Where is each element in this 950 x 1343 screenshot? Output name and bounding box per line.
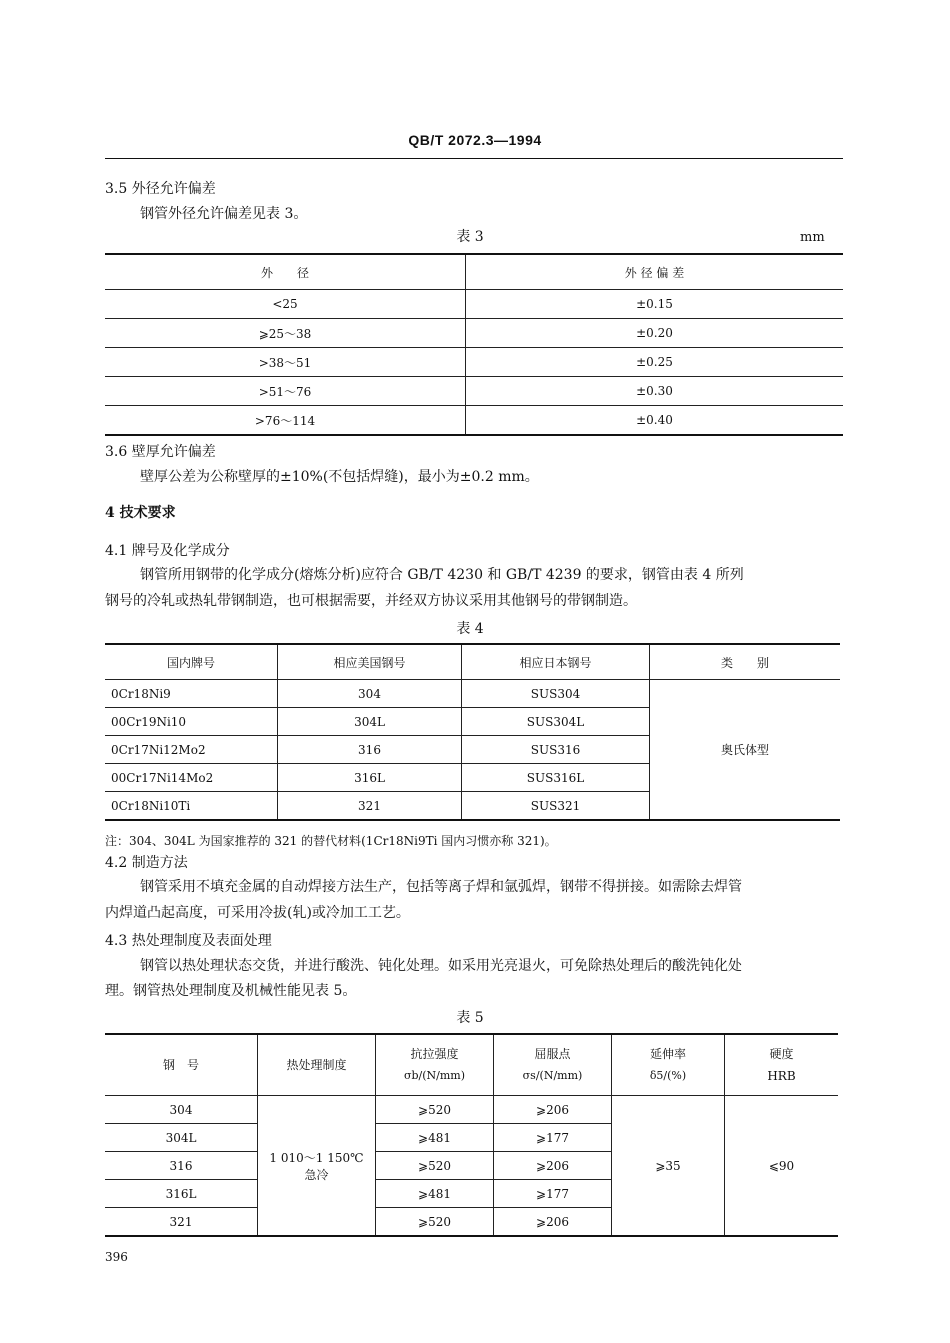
table-cell: ⩾520: [376, 1152, 494, 1180]
table-5-col-yield: [494, 1034, 612, 1096]
table-cell: ⩾481: [376, 1124, 494, 1152]
section-4-1-text-1: 钢管所用钢带的化学成分(熔炼分析)应符合 GB/T 4230 和 GB/T 4239 的要求，钢管由表 4 所列: [140, 567, 744, 583]
table-cell: ±0.15: [466, 290, 844, 319]
section-4-3-text-1: 钢管以热处理状态交货，并进行酸洗、钝化处理。如采用光亮退火，可免除热处理后的酸洗钝化处: [140, 958, 742, 974]
table-cell: SUS321: [462, 792, 650, 821]
table-5-col-tensile-name: 抗拉强度: [410, 1047, 459, 1061]
table-row: >76～114: [105, 406, 466, 436]
table-cell: SUS304L: [462, 708, 650, 736]
table-5-heat-temp: 1 010～1 150℃: [269, 1150, 364, 1165]
table-cell: ±0.40: [636, 413, 673, 427]
table-row: 316L: [105, 1180, 258, 1208]
table-cell: ⩾520: [376, 1208, 494, 1237]
table-5-hardness: ⩽90: [725, 1096, 839, 1237]
table-row: 0Cr18Ni9: [105, 680, 278, 708]
table-5-col-steel: 钢 号: [105, 1034, 258, 1096]
table-5-caption: 表 5: [456, 1010, 484, 1026]
table-cell: ±0.30: [466, 377, 844, 406]
table-row: 00Cr17Ni14Mo2: [105, 764, 278, 792]
table-row: <25: [105, 290, 466, 319]
table-5-col-tensile-unit: σb/(N/mm): [403, 1069, 466, 1082]
table-cell: ±0.20: [466, 319, 844, 348]
table-5-col-heat: 热处理制度: [258, 1034, 376, 1096]
section-4-2-text-1: 钢管采用不填充金属的自动焊接方法生产，包括等离子焊和氩弧焊，钢带不得拼接。如需除去焊管: [140, 879, 742, 895]
table-row: 304L: [105, 1124, 258, 1152]
table-3-unit: mm: [800, 230, 825, 245]
table-cell: ±0.25: [466, 348, 844, 377]
table-cell: 321: [278, 792, 462, 821]
section-4-2-heading: 4.2 制造方法: [105, 855, 188, 871]
table-5-col-elongation-unit: δ5/(%): [649, 1069, 687, 1082]
table-cell: ⩾206: [494, 1152, 612, 1180]
table-cell: ⩾206: [494, 1096, 612, 1124]
section-4-2-text-2: 内焊道凸起高度，可采用冷拔(轧)或冷加工工艺。: [105, 905, 410, 921]
table-5-col-hardness: [725, 1034, 839, 1096]
table-4-col-us: 相应美国钢号: [278, 644, 462, 680]
table-cell: ⩾177: [494, 1180, 612, 1208]
table-cell: 304: [278, 680, 462, 708]
table-4-col-jp: 相应日本钢号: [462, 644, 650, 680]
table-5-heat-cool: 急冷: [304, 1167, 329, 1182]
table-5-heat-treatment: [258, 1096, 376, 1237]
table-5-elongation: ⩾35: [612, 1096, 725, 1237]
table-5-col-elongation-name: 延伸率: [649, 1047, 686, 1061]
section-3-5-text: 钢管外径允许偏差见表 3。: [140, 206, 308, 222]
table-cell: SUS316: [462, 736, 650, 764]
table-4-caption: 表 4: [456, 621, 484, 637]
table-3: [105, 253, 843, 436]
table-3-col-diameter: 外 径: [105, 254, 466, 290]
table-cell: 316: [278, 736, 462, 764]
table-row: 304: [105, 1096, 258, 1124]
table-5-col-tensile: [376, 1034, 494, 1096]
section-3-6-heading: 3.6 壁厚允许偏差: [105, 444, 216, 460]
section-4-heading: 4 技术要求: [105, 505, 176, 521]
page-number: 396: [105, 1250, 128, 1264]
table-cell: 304L: [278, 708, 462, 736]
table-5-col-yield-name: 屈服点: [534, 1047, 571, 1061]
table-4-category: 奥氏体型: [650, 680, 841, 821]
header-rule: [105, 158, 843, 159]
section-4-1-text-2: 钢号的冷轧或热轧带钢制造，也可根据需要，并经双方协议采用其他钢号的带钢制造。: [105, 593, 637, 609]
table-5-col-yield-unit: σs/(N/mm): [522, 1069, 583, 1082]
table-3-caption: 表 3: [456, 229, 484, 245]
table-cell: ⩾177: [494, 1124, 612, 1152]
table-3-col-deviation: 外 径 偏 差: [466, 254, 844, 290]
section-4-3-heading: 4.3 热处理制度及表面处理: [105, 933, 272, 949]
table-cell: SUS316L: [462, 764, 650, 792]
section-4-3-text-2: 理。钢管热处理制度及机械性能见表 5。: [105, 983, 357, 999]
table-row: 0Cr18Ni10Ti: [105, 792, 278, 821]
table-cell: SUS304: [462, 680, 650, 708]
table-row: ⩾25～38: [105, 319, 466, 348]
table-row: 00Cr19Ni10: [105, 708, 278, 736]
table-row: 321: [105, 1208, 258, 1237]
table-4: [105, 643, 840, 821]
table-4-note: 注：304、304L 为国家推荐的 321 的替代材料(1Cr18Ni9Ti 国内习惯亦称 321)。: [105, 834, 557, 848]
section-3-6-text: 壁厚公差为公称壁厚的±10%(不包括焊缝)，最小为±0.2 mm。: [140, 469, 539, 485]
table-cell: ⩾520: [376, 1096, 494, 1124]
table-row: >38～51: [105, 348, 466, 377]
table-row: >51～76: [105, 377, 466, 406]
table-cell: 316L: [278, 764, 462, 792]
table-row: 316: [105, 1152, 258, 1180]
table-5: [105, 1033, 838, 1237]
section-4-1-heading: 4.1 牌号及化学成分: [105, 543, 230, 559]
table-row: 0Cr17Ni12Mo2: [105, 736, 278, 764]
table-4-col-category: 类 别: [650, 644, 841, 680]
section-3-5-heading: 3.5 外径允许偏差: [105, 181, 216, 197]
page-header: QB/T 2072.3—1994: [408, 132, 542, 148]
table-cell: ⩾481: [376, 1180, 494, 1208]
table-5-col-elongation: [612, 1034, 725, 1096]
table-4-col-domestic: 国内牌号: [105, 644, 278, 680]
table-cell: ⩾206: [494, 1208, 612, 1237]
table-5-col-hardness-unit: HRB: [767, 1069, 796, 1083]
table-5-col-hardness-name: 硬度: [769, 1047, 794, 1061]
